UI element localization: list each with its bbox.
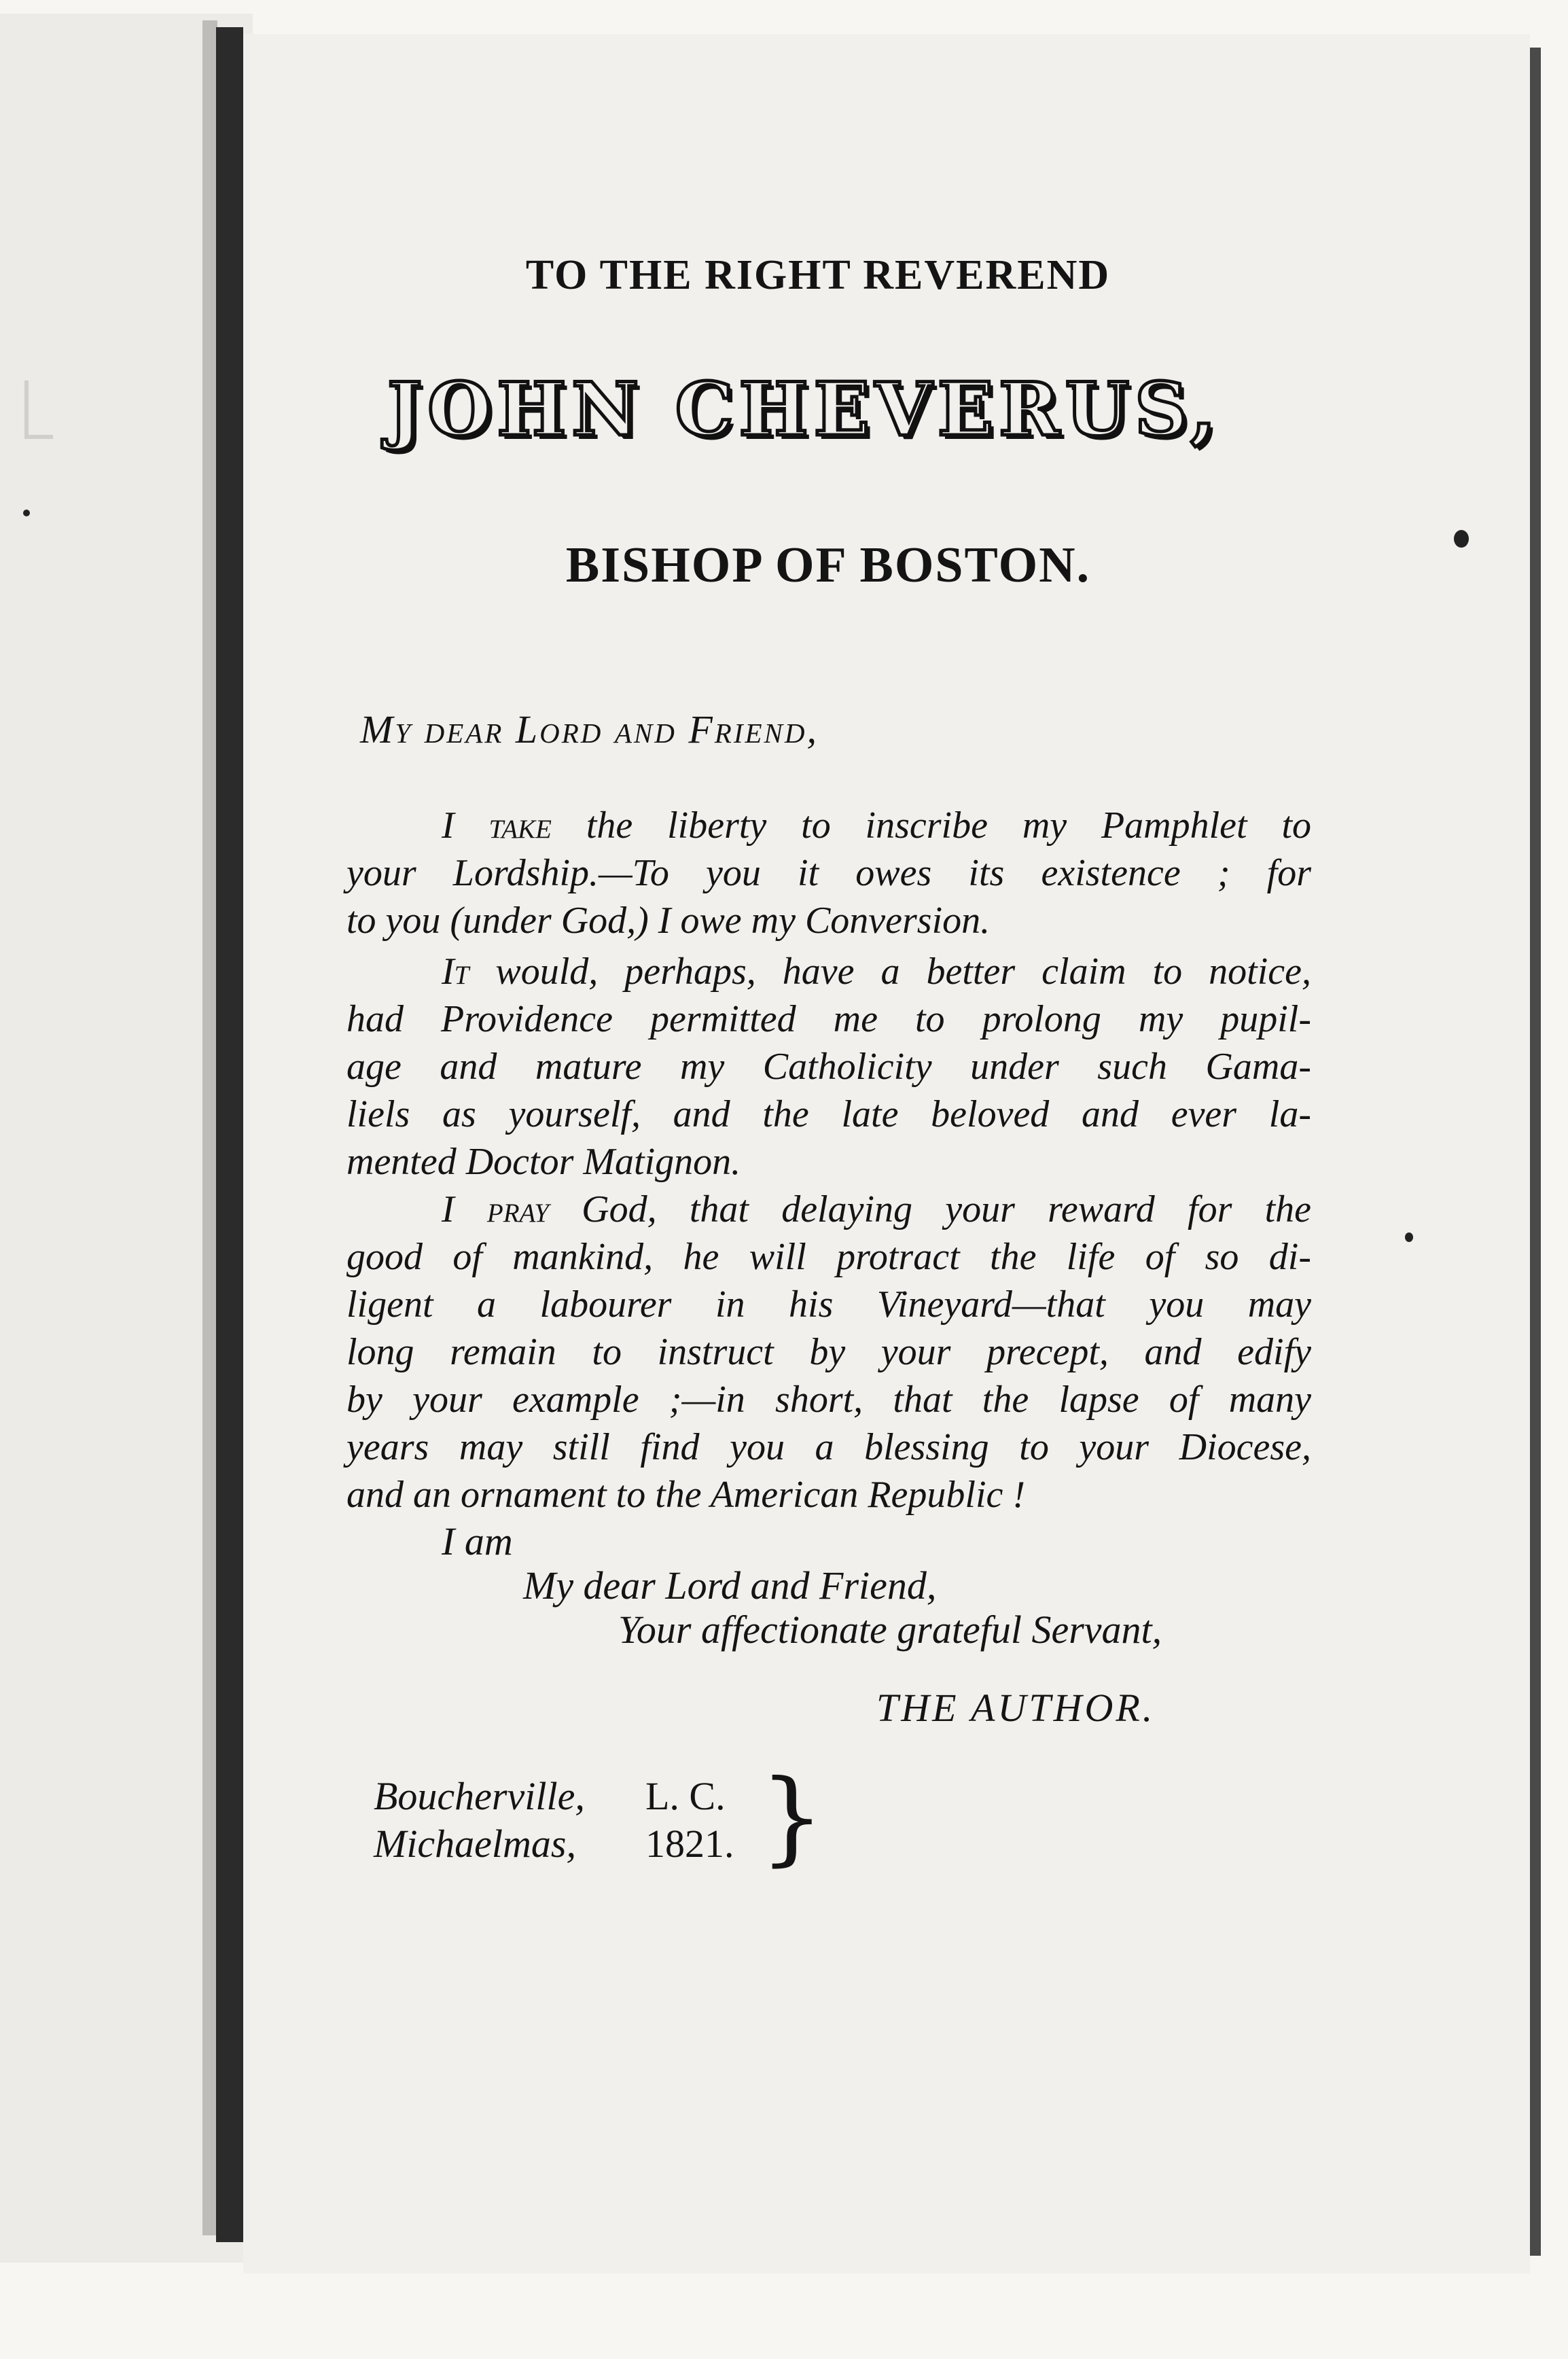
body-line: liels as yourself, and the late beloved and ever la-	[346, 1093, 1311, 1135]
dedication-title: BISHOP OF BOSTON.	[565, 537, 1091, 593]
body-line: and an ornament to the American Republic !	[346, 1474, 1026, 1516]
curly-brace-glyph: }	[760, 1758, 825, 1877]
closing-line-3: Your affectionate grateful Servant,	[618, 1608, 1162, 1652]
body-line	[442, 802, 1311, 849]
body-line: age and mature my Catholicity under such Gama-	[346, 1046, 1311, 1088]
body-line: mented Doctor Matignon.	[346, 1141, 741, 1183]
body-line: years may still find you a blessing to your Diocese,	[346, 1426, 1311, 1468]
body-line: ligent a labourer in his Vineyard—that you may	[346, 1283, 1311, 1326]
body-line: long remain to instruct by your precept, and edify	[346, 1331, 1311, 1373]
body-line: your Lordship.—To you it owes its existence ; for	[346, 852, 1311, 894]
closing-line-1: I am	[442, 1519, 513, 1563]
body-line: by your example ;—in short, that the lapse of many	[346, 1379, 1311, 1421]
date-label: Michaelmas,	[374, 1822, 576, 1866]
dedicatee-name: JOHN CHEVERUS,	[387, 367, 1222, 453]
body-line: had Providence permitted me to prolong my pupil-	[346, 998, 1311, 1040]
paragraph-lead: I take	[442, 804, 552, 847]
body-line-text: would, perhaps, have a better claim to notice,	[495, 951, 1311, 993]
salutation: My dear Lord and Friend,	[360, 707, 819, 751]
body-line-text: God, that delaying your reward for the	[582, 1188, 1312, 1230]
closing-line-2: My dear Lord and Friend,	[523, 1563, 937, 1608]
body-line-text: the liberty to inscribe my Pamphlet to	[586, 804, 1312, 847]
page-gutter	[202, 20, 217, 2235]
paragraph-lead: It	[442, 951, 469, 993]
ink-speck	[23, 510, 30, 516]
page-spine-shadow	[216, 27, 243, 2242]
date-value: 1821.	[645, 1822, 734, 1866]
place-label: Boucherville,	[374, 1774, 585, 1818]
ink-speck	[1405, 1232, 1413, 1242]
body-line	[442, 948, 1311, 995]
body-line	[442, 1186, 1311, 1233]
body-line: to you (under God,) I owe my Conversion.	[346, 900, 991, 942]
author-signature: THE AUTHOR.	[876, 1686, 1156, 1730]
dedication-line-1: TO THE RIGHT REVEREND	[525, 252, 1111, 298]
paragraph-lead: I pray	[442, 1188, 549, 1230]
body-line: good of mankind, he will protract the life of so di-	[346, 1236, 1311, 1278]
place-value: L. C.	[645, 1774, 726, 1818]
